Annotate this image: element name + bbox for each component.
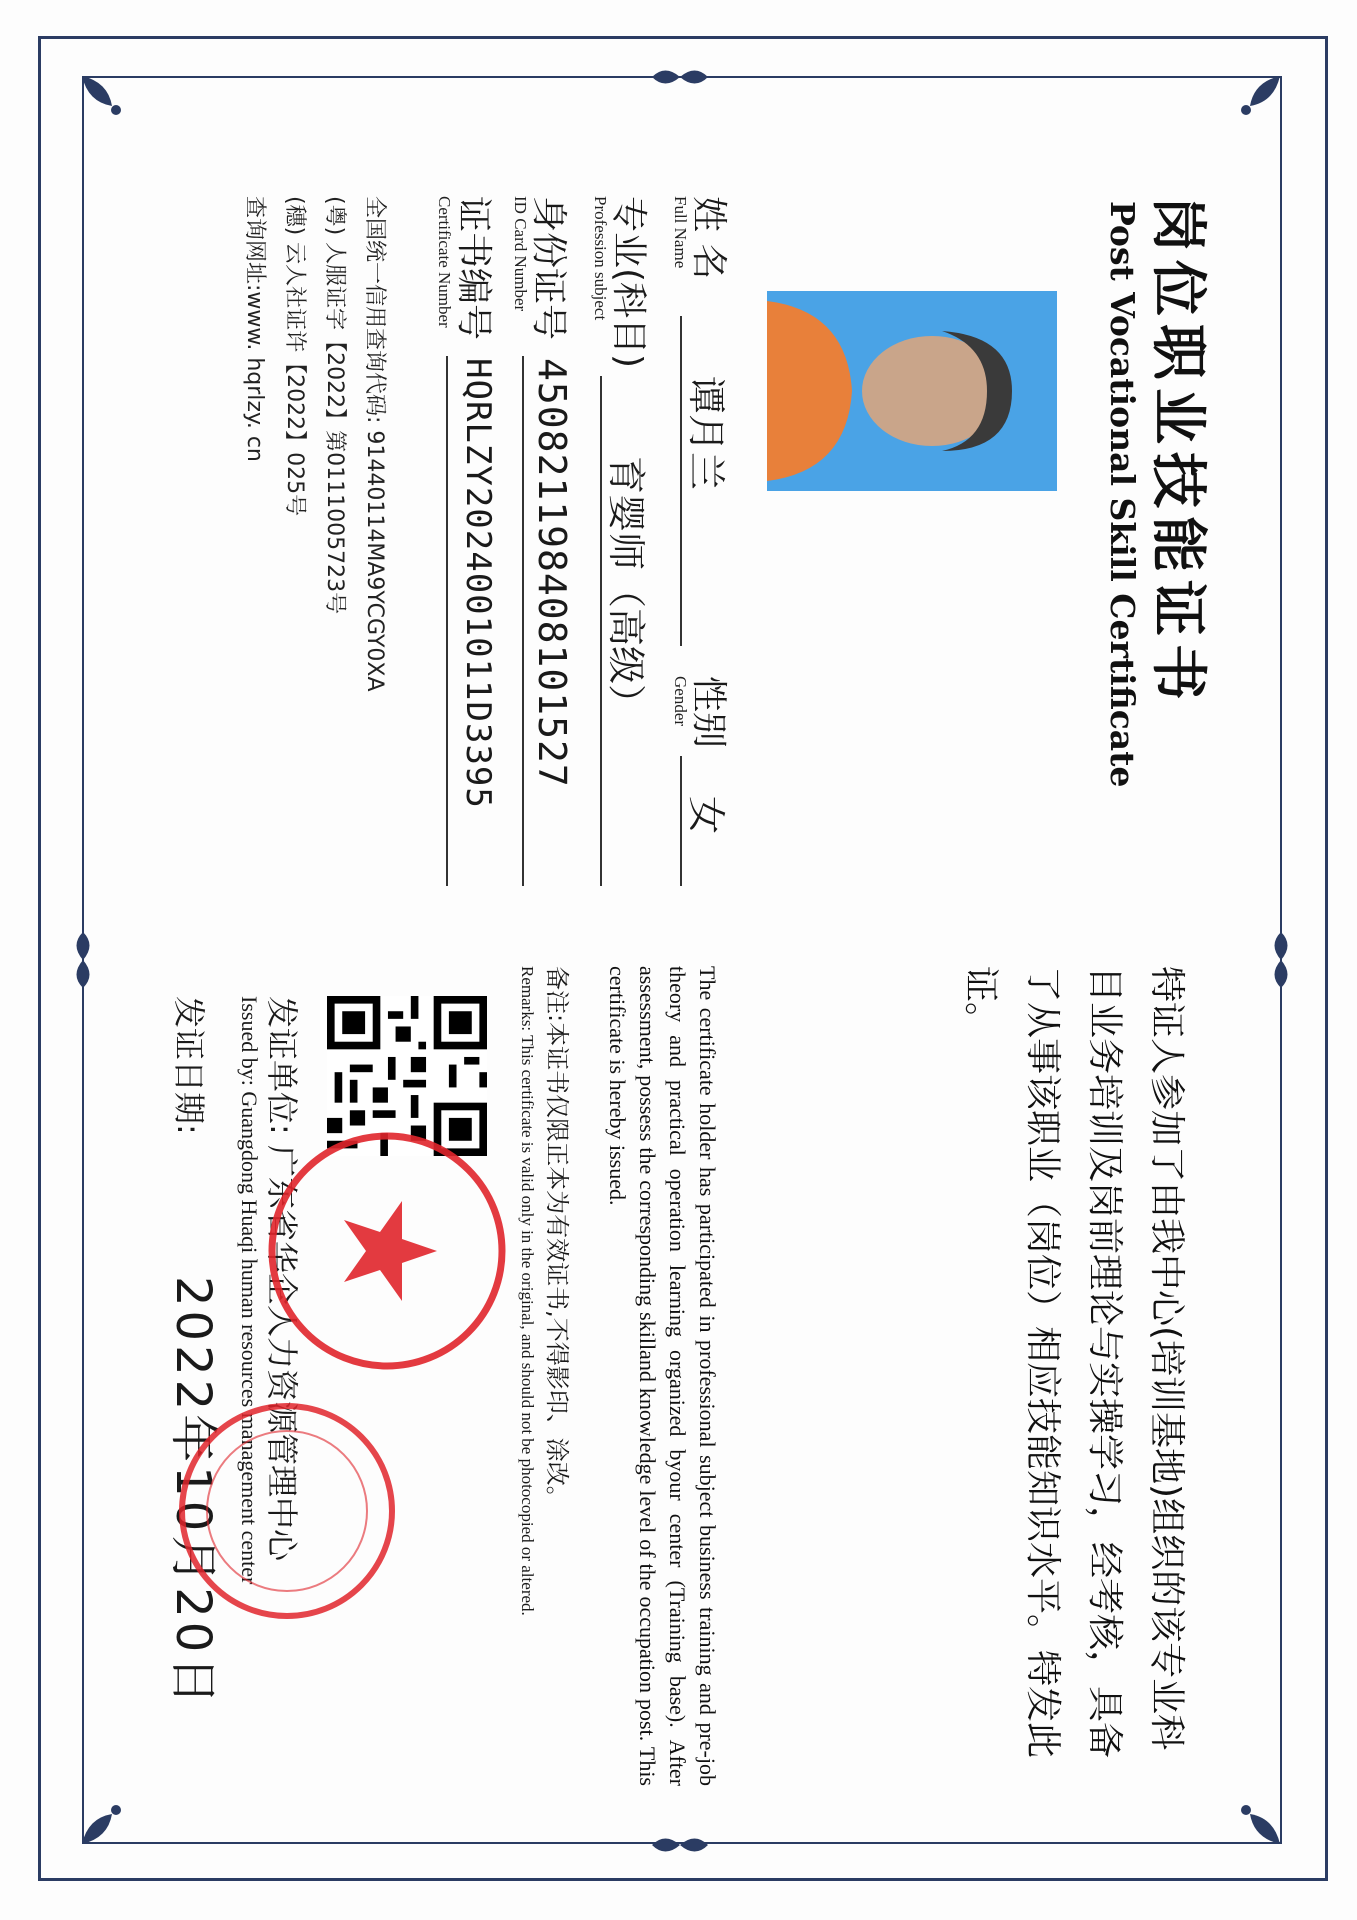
portrait-icon	[767, 291, 1057, 491]
id-underline	[522, 356, 524, 886]
license-line-2: (穗) 云人社证许【2022】025号	[282, 196, 307, 517]
certificate-title: 岗位职业技能证书	[1145, 196, 1210, 708]
name-label: 姓 名	[688, 196, 729, 280]
cert-number-label: 证书编号	[453, 196, 494, 341]
cert-number-value: HQRLZY2024001011D3395	[458, 358, 498, 809]
gender-label: 性别	[688, 676, 729, 749]
id-number-value: 450821198408101527	[530, 358, 574, 788]
id-label: 身份证号	[528, 196, 569, 341]
id-label-en: ID Card Number	[511, 196, 530, 312]
official-seal-stamp	[262, 1126, 512, 1376]
remark-en: Remarks: This certificate is valid only in the original, and should not be photocopied or altered.	[518, 966, 537, 1616]
name-value: 谭月兰	[684, 376, 728, 491]
cert-number-label-en: Certificate Number	[435, 196, 454, 328]
certificate-body-cn: 特证人参加了由我中心(培训基地)组织的该专业科目业务培训及岗前理论与实操学习，经考核，具备了从事该职业（岗位）相应技能知识水平。特发此证。	[960, 966, 1187, 1759]
issuer-cn: 发证单位: 广东省华企人力资源管理中心	[263, 996, 301, 1561]
official-seal-stamp-2	[172, 1396, 402, 1626]
license-line-1: (粤) 人服证字【2022】第0111005723号	[322, 196, 347, 615]
gender-value: 女	[684, 796, 728, 835]
certificate-body-en: The certificate holder has participated in professional subject business training and pre-job theory and practical operation learning organized byour center (Training base). After assessment, possess the corresponding skilland knowledge level of the occupation post. This certificate is hereby issued.	[605, 966, 720, 1786]
issuer-en: Issued by: Guangdong Huaqi human resources management center	[237, 996, 262, 1585]
issue-date-label: 发证日期:	[170, 996, 208, 1135]
query-url-line: 查询网址:www. hqrlzy. cn	[242, 196, 267, 462]
gender-label-en: Gender	[671, 676, 690, 727]
holder-photo	[767, 291, 1057, 491]
profession-label: 专业(科目)	[608, 196, 649, 369]
remark-cn: 备注:本证书仅限正本为有效证书,不得影印、涂改。	[543, 966, 571, 1510]
certificate-title-en: Post Vocational Skill Certificate	[1103, 201, 1142, 788]
cert-number-underline	[446, 356, 448, 886]
profession-value: 育婴师（高级）	[604, 456, 648, 723]
issue-date-value: 2022年10月20日	[165, 1276, 221, 1709]
name-label-en: Full Name	[671, 196, 690, 269]
certificate-content	[82, 76, 1282, 1844]
credit-code-line: 全国统一信用查询代码: 91440114MA9YCGY0XA	[362, 196, 387, 692]
profession-label-en: Profession subject	[591, 196, 610, 321]
